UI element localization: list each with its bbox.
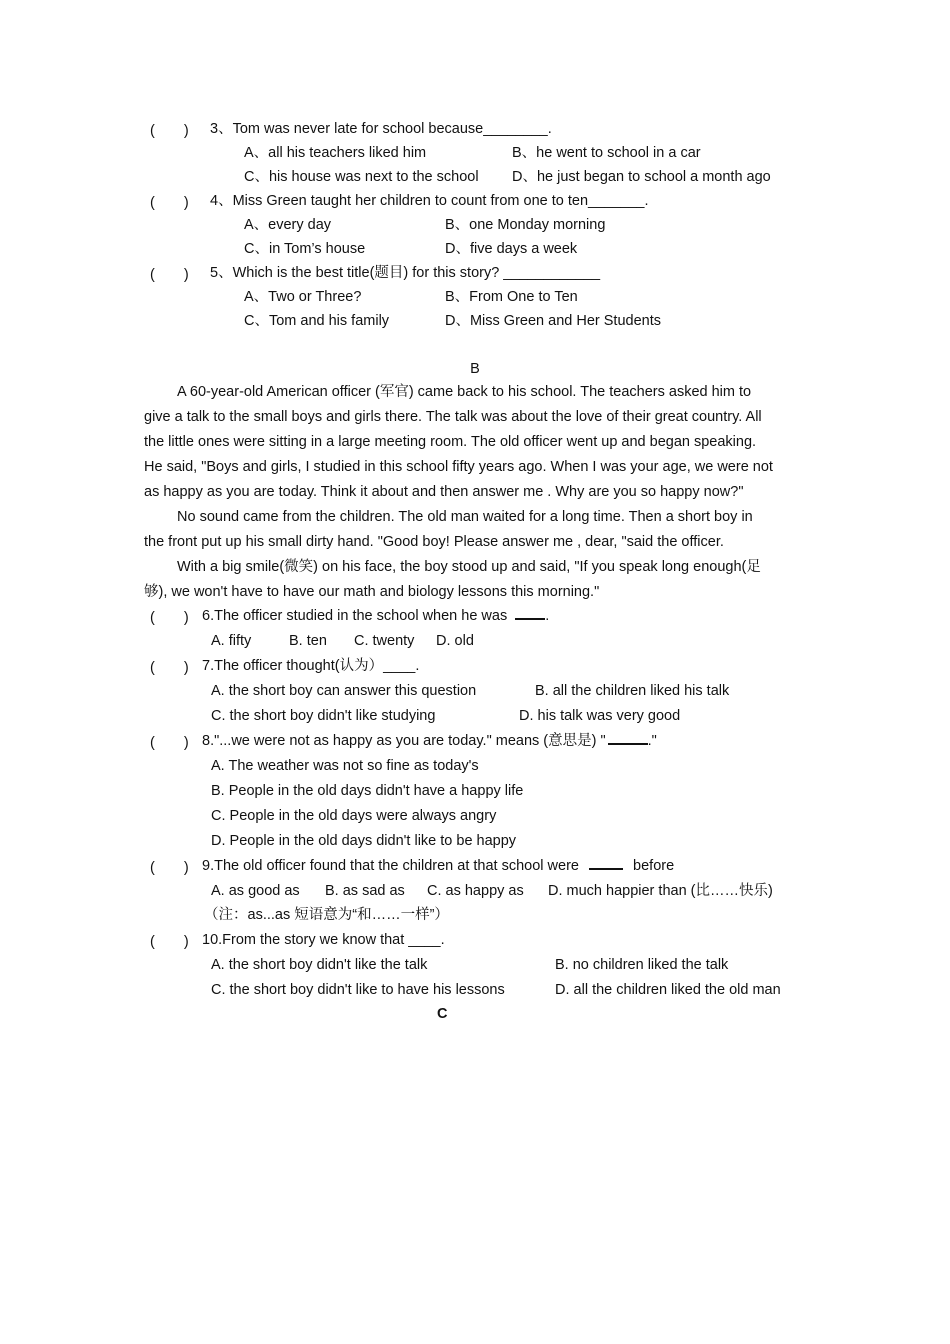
q8-blank	[608, 731, 648, 745]
question-5-stem: 5、Which is the best title(题目) for this story? ____________	[210, 265, 601, 281]
q9-option-a: A. as good as	[211, 883, 300, 899]
q4-option-b: B、one Monday morning	[445, 217, 606, 233]
question-10-stem: 10.From the story we know that ____.	[202, 932, 445, 948]
q4-option-d: D、five days a week	[445, 241, 578, 257]
q6-option-d: D. old	[436, 633, 474, 649]
question-8-stem	[202, 731, 657, 751]
q10-option-a: A. the short boy didn't like the talk	[211, 957, 428, 973]
q4-option-c: C、in Tom’s house	[244, 241, 366, 257]
passage-line: as happy as you are today. Think it about and then answer me . Why are you so happy now?"	[144, 484, 744, 500]
q9-stem-text: 9.The old officer found that the children at that school were	[202, 858, 579, 874]
q8-stem-end: ."	[647, 733, 657, 749]
answer-bracket-q8: ( )	[150, 735, 189, 751]
passage-line: the little ones were sitting in a large meeting room. The old officer went up and began speaking.	[144, 434, 757, 450]
section-b-heading: B	[470, 361, 480, 377]
q3-option-a: A、all his teachers liked him	[244, 145, 427, 161]
question-7-stem: 7.The officer thought(认为）____.	[202, 658, 420, 674]
q6-blank	[515, 606, 545, 620]
answer-bracket-q3: ( )	[150, 123, 189, 139]
q8-option-a: A. The weather was not so fine as today's	[211, 758, 479, 774]
passage-line: give a talk to the small boys and girls there. The talk was about the love of their great country. All	[144, 409, 762, 425]
q8-stem-text: 8."...we were not as happy as you are today." means (意思是) "	[202, 733, 606, 749]
answer-bracket-q9: ( )	[150, 860, 189, 876]
answer-bracket-q7: ( )	[150, 660, 189, 676]
q9-option-b: B. as sad as	[325, 883, 405, 899]
answer-bracket-q4: ( )	[150, 195, 189, 211]
question-9-stem	[202, 856, 674, 876]
q7-option-c: C. the short boy didn't like studying	[211, 708, 436, 724]
question-6-stem	[202, 606, 549, 626]
question-4-stem: 4、Miss Green taught her children to count from one to ten_______.	[210, 193, 649, 209]
q5-option-a: A、Two or Three?	[244, 289, 362, 305]
q8-option-c: C. People in the old days were always angry	[211, 808, 497, 824]
q9-note: （注：as...as 短语意为“和……一样”）	[204, 907, 449, 923]
passage-line: With a big smile(微笑) on his face, the boy stood up and said, "If you speak long enough(足	[177, 559, 761, 575]
passage-line: 够), we won't have to have our math and biology lessons this morning."	[144, 584, 600, 600]
q9-stem-end: before	[633, 858, 675, 874]
answer-bracket-q10: ( )	[150, 934, 189, 950]
q9-option-d: D. much happier than (比……快乐)	[548, 883, 773, 899]
q5-option-b: B、From One to Ten	[445, 289, 578, 305]
q9-option-c: C. as happy as	[427, 883, 524, 899]
passage-line: A 60-year-old American officer (军官) came back to his school. The teachers asked him to	[177, 384, 752, 400]
answer-bracket-q6: ( )	[150, 610, 189, 626]
q3-option-d: D、he just began to school a month ago	[512, 169, 771, 185]
q6-option-a: A. fifty	[211, 633, 252, 649]
q9-blank	[589, 856, 623, 870]
q8-option-b: B. People in the old days didn't have a happy life	[211, 783, 524, 799]
q10-option-b: B. no children liked the talk	[555, 957, 729, 973]
passage-line: the front put up his small dirty hand. "Good boy! Please answer me , dear, "said the officer.	[144, 534, 724, 550]
q8-option-d: D. People in the old days didn't like to be happy	[211, 833, 517, 849]
q6-stem-end: .	[545, 608, 550, 624]
q10-option-d: D. all the children liked the old man	[555, 982, 781, 998]
q6-option-b: B. ten	[289, 633, 327, 649]
passage-line: No sound came from the children. The old man waited for a long time. Then a short boy in	[177, 509, 753, 525]
passage-line: He said, "Boys and girls, I studied in this school fifty years ago. When I was your age, we were not	[144, 459, 773, 475]
q6-stem-text: 6.The officer studied in the school when he was	[202, 608, 508, 624]
section-c-heading: C	[437, 1006, 448, 1022]
q7-option-b: B. all the children liked his talk	[535, 683, 730, 699]
q6-option-c: C. twenty	[354, 633, 415, 649]
question-3-stem: 3、Tom was never late for school because________.	[210, 121, 552, 137]
q7-option-d: D. his talk was very good	[519, 708, 681, 724]
q7-option-a: A. the short boy can answer this question	[211, 683, 477, 699]
answer-bracket-q5: ( )	[150, 267, 189, 283]
q5-option-d: D、Miss Green and Her Students	[445, 313, 661, 329]
q5-option-c: C、Tom and his family	[244, 313, 390, 329]
q4-option-a: A、every day	[244, 217, 332, 233]
q3-option-b: B、he went to school in a car	[512, 145, 701, 161]
q10-option-c: C. the short boy didn't like to have his lessons	[211, 982, 505, 998]
q3-option-c: C、his house was next to the school	[244, 169, 479, 185]
